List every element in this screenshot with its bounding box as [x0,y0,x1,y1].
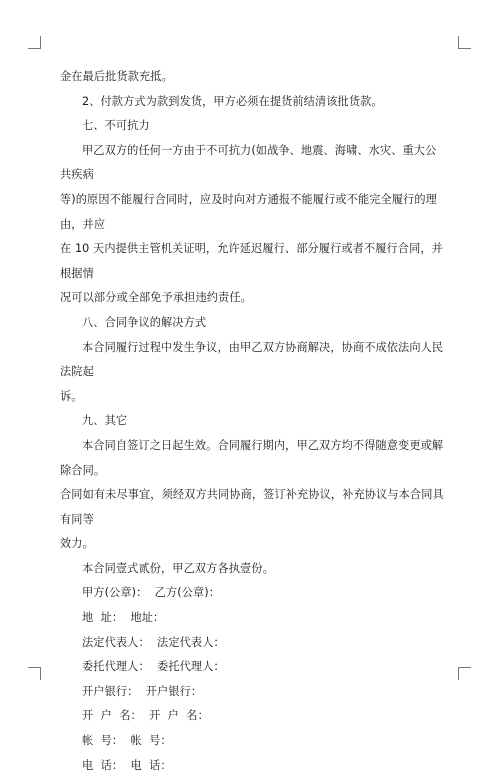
text-line: 效力。 [60,537,94,551]
signature-authorized-agent: 委托代理人： 委托代理人： [82,660,225,674]
text-line: 本合同自签订之日起生效。合同履行期内，甲乙双方均不得随意变更或解除合同。 [60,438,444,477]
text-line: 金在最后批货款充抵。 [60,70,173,83]
copies-clause: 本合同壹式贰份，甲乙双方各执壹份。 [82,561,274,575]
text-line: 合同如有未尽事宜，须经双方共同协商，签订补充协议，补充协议与本合同具有同等 [60,488,444,526]
text-line: 本合同履行过程中发生争议，由甲乙双方协商解决，协商不成依法向人民法院起 [60,340,444,379]
signature-account-number: 帐 号： 帐 号： [82,734,172,748]
signature-bank: 开户银行： 开户银行： [82,684,203,698]
text-line: 甲乙双方的任何一方由于不可抗力(如战争、地震、海啸、水灾、重大公共疾病 [60,143,437,182]
signature-address: 地 址： 地址： [82,611,165,625]
text-line: 况可以部分或全部免予承担违约责任。 [60,291,252,305]
section-heading-force-majeure: 七、不可抗力 [82,119,150,133]
crop-mark-top-left [28,36,41,49]
signature-account-name: 开 户 名： 开 户 名： [82,709,209,723]
crop-mark-bottom-left [28,667,41,680]
document-body [60,65,445,778]
signature-party-seal: 甲方(公章)： 乙方(公章)： [82,586,221,600]
section-heading-dispute-resolution: 八、合同争议的解决方式 [82,315,207,329]
payment-clause: 2、付款方式为款到发货，甲方必须在提货前结清该批货款。 [82,94,383,108]
section-heading-other: 九、其它 [82,414,128,428]
crop-mark-bottom-right [458,667,471,680]
text-line: 在 10 天内提供主管机关证明，允许延迟履行、部分履行或者不履行合同，并根据情 [60,242,443,280]
signature-phone: 电 话： 电 话： [82,758,172,772]
signature-legal-representative: 法定代表人： 法定代表人： [82,635,225,649]
crop-mark-top-right [458,36,471,49]
text-line: 等)的原因不能履行合同时，应及时向对方通报不能履行或不能完全履行的理由，并应 [60,192,437,231]
text-line: 诉。 [60,389,83,403]
